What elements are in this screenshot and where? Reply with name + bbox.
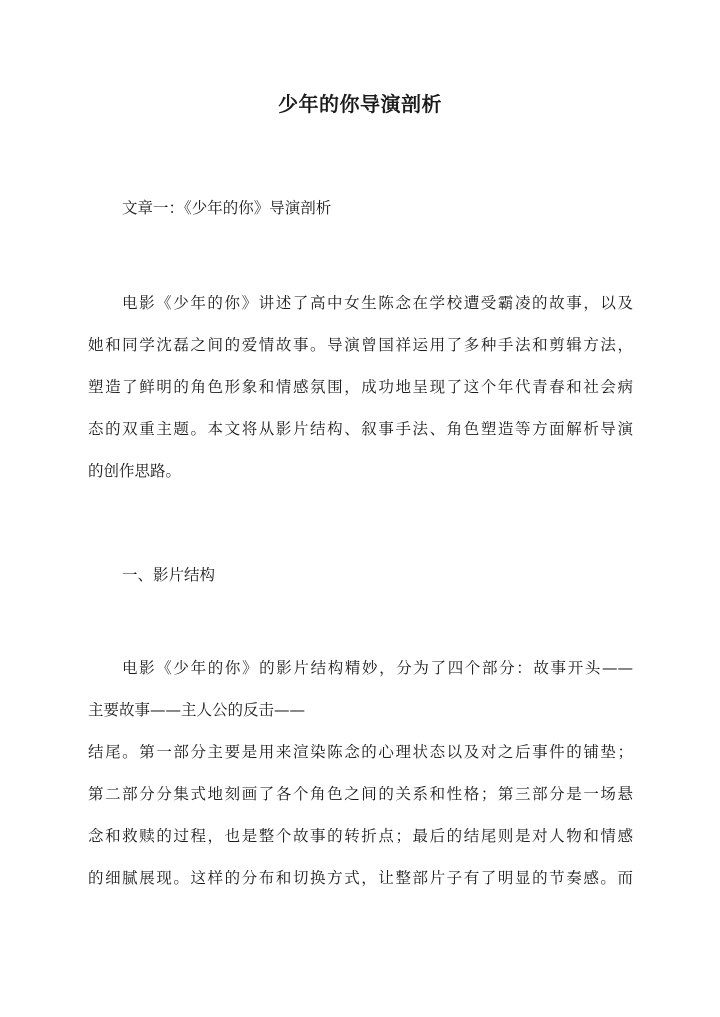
section1-line-4: 第二部分分集式地刻画了各个角色之间的关系和性格；第三部分是一场悬 [88,785,633,803]
section1-line-5: 念和救赎的过程，也是整个故事的转折点；最后的结尾则是对人物和情感 [88,827,633,845]
intro-line-2: 她和同学沈磊之间的爱情故事。导演曾国祥运用了多种手法和剪辑方法， [88,336,633,354]
intro-line-3: 塑造了鲜明的角色形象和情感氛围，成功地呈现了这个年代青春和社会病 [88,378,633,396]
section1-line-1: 电影《少年的你》的影片结构精妙，分为了四个部分：故事开头—— [122,659,633,677]
article-subtitle: 文章一：《少年的你》导演剖析 [122,199,332,217]
section1-line-3: 结尾。第一部分主要是用来渲染陈念的心理状态以及对之后事件的铺垫； [88,743,633,761]
intro-line-1: 电影《少年的你》讲述了高中女生陈念在学校遭受霸凌的故事，以及 [122,294,633,312]
intro-line-5: 的创作思路。 [88,462,182,480]
section1-line-6: 的细腻展现。这样的分布和切换方式，让整部片子有了明显的节奏感。而 [88,869,633,887]
section1-line-2: 主要故事——主人公的反击—— [88,701,306,719]
intro-line-4: 态的双重主题。本文将从影片结构、叙事手法、角色塑造等方面解析导演 [88,420,633,438]
document-title: 少年的你导演剖析 [278,92,442,116]
section-heading-structure: 一、影片结构 [122,566,216,584]
